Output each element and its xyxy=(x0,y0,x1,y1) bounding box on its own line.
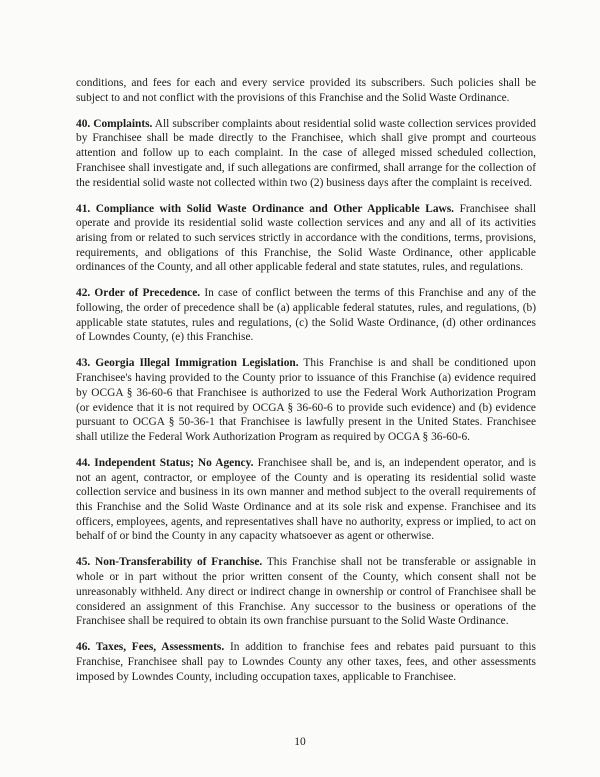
page-number: 10 xyxy=(294,736,306,748)
section-text: Franchisee shall be, and is, an independent operator, and is not an agent, contractor, or employee of the County and is operating its residential solid waste collection service and business in its own manner and method subject to the overall requirements of this Franchise and the Solid Waste Ordinance and at its sole risk and expense. Franchisee and its officers, employees, agents, and representatives shall have no authority, express or implied, to act on behalf of or bind the County in any capacity whatsoever as agent or otherwise. xyxy=(76,456,536,543)
section-text: In case of conflict between the terms of this Franchise and any of the following, the order of precedence shall be (a) applicable federal statutes, rules, and regulations, (b) applicable state statutes, rules and regulations, (c) the Solid Waste Ordinance, (d) other ordinances of Lowndes County, (e) this Franchise. xyxy=(76,287,536,344)
section-41-compliance xyxy=(76,202,536,276)
section-text: This Franchise shall not be transferable or assignable in whole or in part without the prior written consent of the County, which consent shall not be unreasonably withheld. Any direct or indirect change in ownership or control of Franchisee shall be considered an assignment of this Franchise. Any successor to the business or operations of the Franchisee shall be required to obtain its own franchise pursuant to the Solid Waste Ordinance. xyxy=(76,556,536,628)
paragraph-continuation xyxy=(76,76,536,105)
section-text: Franchisee shall operate and provide its residential solid waste collection services and any and all of its activities arising from or related to such services strictly in accordance with the conditions, terms, provisions, requirements, and obligations of this Franchise, the Solid Waste Ordinance, other applicable ordinances of the County, and all other applicable federal and state statutes, rules, and regulations. xyxy=(76,202,536,274)
section-text: This Franchise is and shall be conditioned upon Franchisee's having provided to the County prior to issuance of this Franchise (a) evidence required by OCGA § 36-60-6 that Franchisee is authorized to use the Federal Work Authorization Program (or evidence that it is not required by OCGA § 36-60-6 to provide such evidence) and (b) evidence pursuant to OCGA § 50-36-1 that Franchisee is lawfully present in the United States. Franchisee shall utilize the Federal Work Authorization Program as required by OCGA § 36-60-6. xyxy=(76,357,536,443)
section-text: In addition to franchise fees and rebates paid pursuant to this Franchise, Franchisee shall pay to Lowndes County any other taxes, fees, and other assessments imposed by Lowndes County, including occupation taxes, applicable to Franchisee. xyxy=(76,641,536,683)
section-heading: 44. Independent Status; No Agency. xyxy=(76,456,254,469)
section-44-independent-status xyxy=(76,456,536,544)
section-43-immigration-legislation xyxy=(76,356,536,444)
section-46-taxes-fees xyxy=(76,640,536,684)
section-text: All subscriber complaints about residential solid waste collection services provided by Franchisee shall be made directly to the Franchisee, which shall give prompt and courteous attention and follow up to each complaint. In the case of alleged missed scheduled collection, Franchisee shall investigate and, if such allegations are confirmed, shall arrange for the collection of the residential solid waste not collected within two (2) business days after the complaint is received. xyxy=(76,117,536,189)
paragraph-text: conditions, and fees for each and every service provided its subscribers. Such policies shall be subject to and not conflict with the provisions of this Franchise and the Solid Waste Ordinance. xyxy=(76,77,536,104)
section-45-non-transferability xyxy=(76,555,536,629)
section-heading: 46. Taxes, Fees, Assessments. xyxy=(76,641,225,654)
section-40-complaints xyxy=(76,117,536,191)
section-heading: 40. Complaints. xyxy=(76,117,153,130)
section-heading: 41. Compliance with Solid Waste Ordinance and Other Applicable Laws. xyxy=(76,202,455,215)
section-42-order-of-precedence xyxy=(76,286,536,345)
section-heading: 45. Non-Transferability of Franchise. xyxy=(76,556,263,569)
section-heading: 42. Order of Precedence. xyxy=(76,287,201,300)
section-heading: 43. Georgia Illegal Immigration Legislation. xyxy=(76,357,299,370)
